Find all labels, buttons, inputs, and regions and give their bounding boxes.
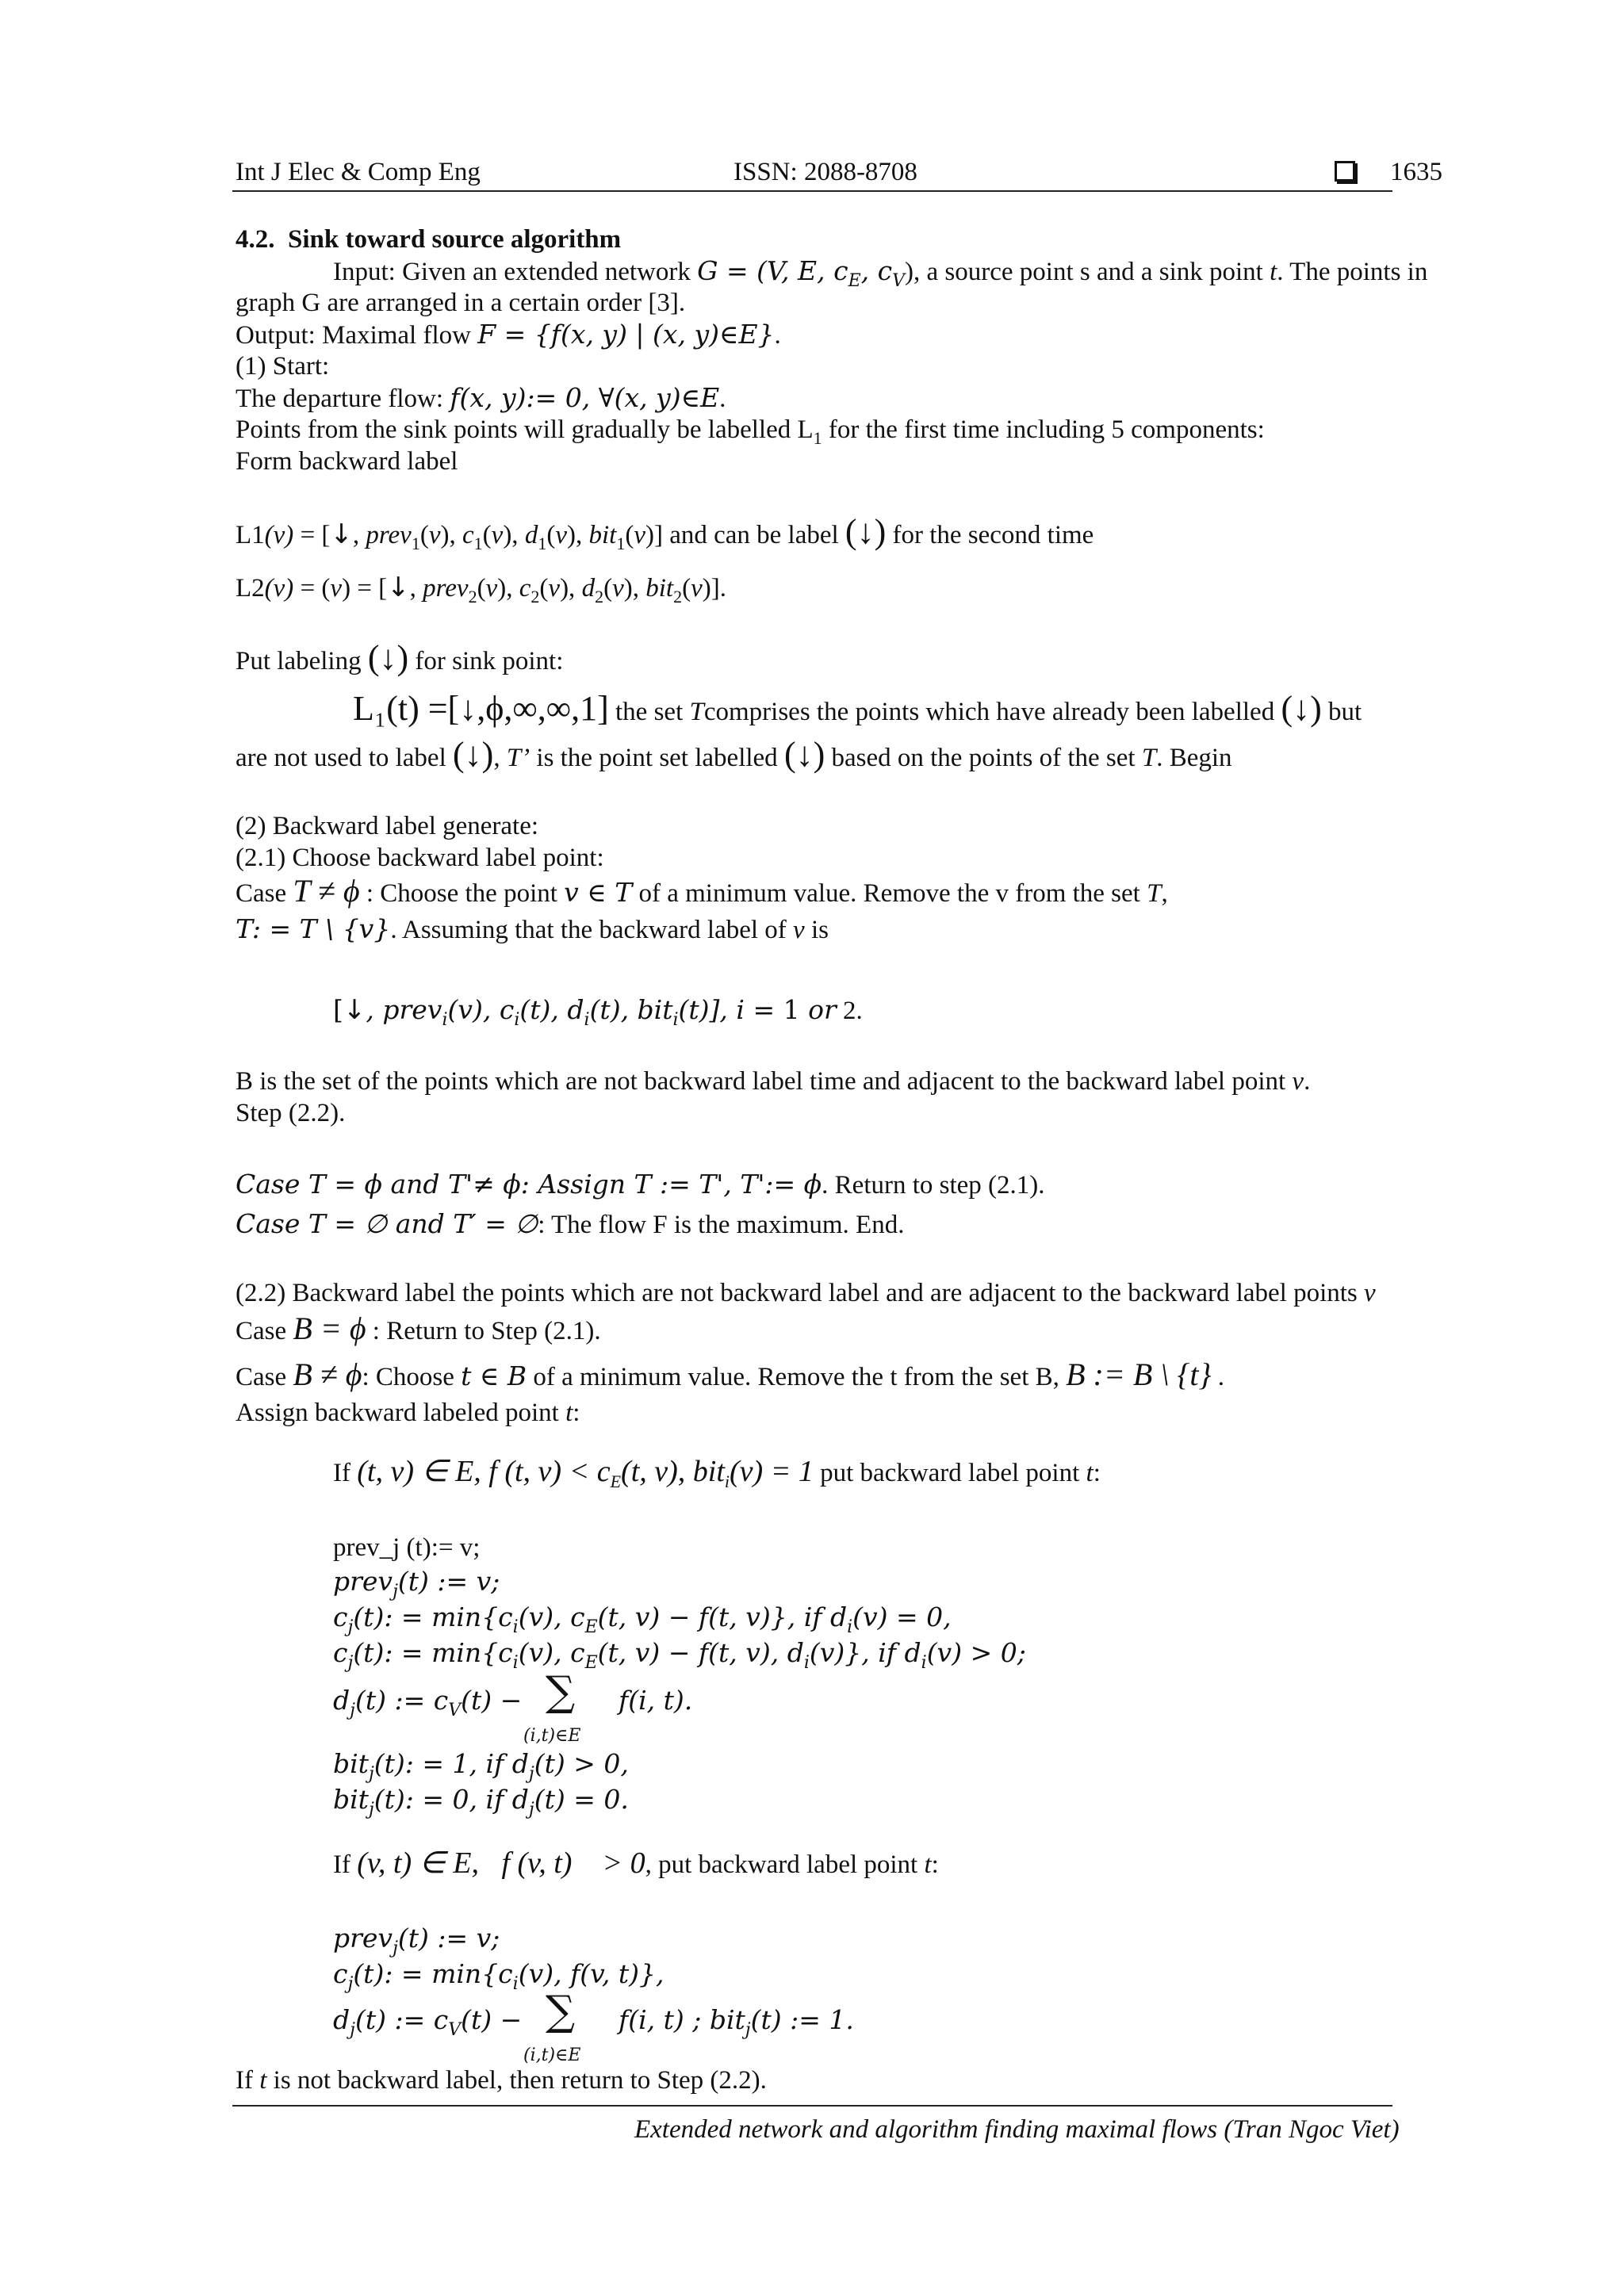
input-text-c: . The points in [1277,258,1428,286]
set-text-b: comprises the points which have already been labelled [703,698,1281,726]
case2-math: Case T = ϕ and T'≠ ϕ: Assign T := T', T':= ϕ [236,1169,822,1200]
departure-text: The departure flow: [236,385,450,413]
sum-symbol-1: ∑ [546,1668,576,1716]
final-text-b: is not backward label, then return to Step (2.2). [266,2066,767,2095]
case2-text: . Return to step (2.1). [822,1171,1045,1200]
c-j-line-3: $c_j(t)$: = $\min\{c_i(v)$, f(v, t)}, [333,1958,665,1994]
assign-labeled-point [236,1397,580,1429]
prev-j-line: prev$_j$(t) := v; [333,1566,500,1601]
notused-T: T’ [506,744,530,772]
if2-if: If [333,1850,358,1879]
points-text-b: for the first time including 5 components: [822,415,1265,444]
caseB1-text: Case [236,1363,293,1391]
footer-rule [232,2105,1392,2107]
notused-text-d: based on the points of the set [831,744,1142,772]
notused-line: are not used to label (↓), T’ is the point set labelled (↓) based on the points of the set T. Begin [236,735,1232,774]
points-text: Points from the sink points will gradually be labelled L [236,415,814,444]
case-T-empty-Tp [236,1169,1045,1201]
caseB1-math2: B := B \ {t} [1066,1357,1212,1392]
case3-text: : The flow F is the maximum. End. [538,1211,905,1239]
backward-generate: (2) Backward label generate: [236,812,539,840]
case1-text-c: of a minimum value. Remove the v from the set [632,879,1147,908]
assign-text: . Assuming that the backward label of [390,916,794,944]
assign-math: T: = T \ {v} [236,913,391,944]
if2-end: : [931,1850,939,1879]
output-end: . [774,321,781,350]
B-v: v [1292,1067,1304,1096]
case3-math: Case T = ∅ and T′ = ∅ [236,1208,538,1239]
put-labeling-line: Put labeling (↓) for sink point: [236,638,564,677]
assign-T-line: T: = T \ {v}. Assuming that the backward label of v is [236,913,829,944]
if1-math: (t, v) ∈ E, f (t, $v) < c_E(t$, v), bit$_i$(v) = 1 [357,1455,814,1491]
input-text: Input: Given an extended network [333,258,698,286]
bit-j-line2: bit$_j$(t): = 0, if $d_j(t) = 0$. [333,1784,629,1820]
points-line: Points from the sink points will gradually be labelled $L_1$ for the first time including 5 components: [236,415,1265,448]
if1-condition [333,1456,1101,1498]
if1-tail: put backward label point [813,1459,1086,1487]
notused-text: are not used to label [236,744,453,772]
c-j-line1: $c_j(t)$: = $\min\{c_i(v)$, $c_E(t$, v) − f(t, v)}, if $d_i(v) = 0$, [333,1601,952,1637]
label-formula: [↓, prev$_i$(v), $c_i(t)$, $d_i(t)$, bit$_i$(t)], i = 1 or 2. [333,994,863,1030]
output-line [236,319,781,351]
l1t-formula: L₁(t) =[↓,ϕ,∞,∞,1] [353,689,609,728]
B-end: . [1304,1067,1311,1096]
prev-j-line-2: prev$_j$(t) := v; [333,1923,500,1958]
set-T: T [689,698,704,726]
start-line: (1) Start: [236,352,330,381]
caseB1-text-c: of a minimum value. Remove the t from the set B, [527,1363,1067,1391]
if1-end: : [1093,1459,1101,1487]
caseB1-end: . [1211,1363,1225,1391]
sum-index-2: (i,t)∈E [523,2045,581,2065]
issn: ISSN: 2088-8708 [733,158,917,186]
if2-condition [333,1847,939,1881]
final-t: t [259,2066,267,2095]
final-text: If [236,2066,260,2095]
set-text: the set [608,698,690,726]
case1-math: T ≠ ϕ [293,873,360,909]
if1-t: t [1086,1459,1094,1487]
assign-end: : [573,1399,580,1427]
departure-end: . [719,385,726,413]
case-B-empty [236,1313,601,1347]
case-B-nonempty: Case B ≠ ϕ: Choose t ∈ B of a minimum value. Remove the t from the set B, B := B \ {t} . [236,1357,1225,1392]
output-text: Output: Maximal flow [236,321,478,350]
d-j-sum-2: f(i, t) ; bit$_j$(t) := 1. [619,2004,854,2040]
input-math: G = (V, E, $c_E$, $c_V$ [697,255,906,291]
assign-text: Assign backward labeled point [236,1399,566,1427]
step22-intro [236,1277,1376,1309]
bit-j-line1: bit$_j$(t): = 1, if $d_j(t) > 0$, [333,1748,629,1784]
l1t-line: L₁(t) =[↓,ϕ,∞,∞,1] the set Tcomprises the points which have already been labelled (↓) but [353,689,1362,728]
input-line-2: graph G are arranged in a certain order [3]. [236,289,686,317]
header-rule [232,190,1392,192]
page-number: 1635 [1390,158,1442,186]
l1-line: L1(v) = [↓, prev$_1$(v), $c_1(v)$, $d_1(v)$, bit$_1$(v)] and can be label (↓) for the second time [236,512,1094,553]
departure-math: f(x, y):= 0, ∀(x, y)∈E [450,382,720,413]
footer-title: Extended network and algorithm finding maximal flows (Tran Ngoc Viet) [634,2115,1400,2144]
B-definition [236,1066,1310,1097]
caseB0-math: B = ϕ [293,1311,366,1346]
final-line [236,2064,767,2096]
notused-text-b: , [493,744,507,772]
output-math: F = {f(x, y) | (x, y)∈E} [477,319,775,350]
l2-line: L2(v) = (v) = [↓, prev$_2$(v), $c_2(v)$, $d_2(v)$, bit$_2$(v)]. [236,572,726,607]
d-j-line-2: $d_j(t)$ := $c_V(t)$ − [333,2004,523,2040]
step22-text: (2.2) Backward label the points which are not backward label and are adjacent to the backward label points [236,1279,1365,1307]
case-T-nonempty: Case T ≠ ϕ : Choose the point v ∈ T of a minimum value. Remove the v from the set T, [236,873,1168,909]
put-text-b: for sink point: [408,647,564,675]
sum-index-1: (i,t)∈E [523,1726,581,1746]
B-text: B is the set of the points which are not backward label time and adjacent to the backward label point [236,1067,1293,1096]
caseB1-math: B ≠ ϕ [293,1357,362,1392]
notused-text-e: . Begin [1156,744,1232,772]
choose-backward: (2.1) Choose backward label point: [236,844,604,872]
case-both-empty [236,1208,904,1241]
d-j-line: $d_j(t)$ := $c_V(t)$ − [333,1685,523,1720]
form-label-line: Form backward label [236,447,458,476]
assign-t: t [565,1399,573,1427]
if2-tail: , put backward label point [645,1850,925,1879]
section-heading: 4.2. Sink toward source algorithm [236,225,622,254]
caseB0-text: Case [236,1317,293,1345]
page-marker-icon [1335,156,1355,188]
step22-v: v [1364,1279,1376,1307]
case1-text-b: : Choose the point [359,879,565,908]
assign-text-c: is [804,916,829,944]
d-j-sum: f(i, t). [619,1685,693,1716]
case1-end: , [1161,879,1168,908]
put-text: Put labeling [236,647,368,675]
c-j-line2: $c_j(t)$: = $\min\{c_i(v)$, $c_E(t$, v) − f(t, v), $d_i(v)$}, if $d_i(v) > 0$; [333,1637,1026,1673]
if2-t: t [924,1850,932,1879]
set-text-c: but [1321,698,1362,726]
case1-text: Case [236,879,293,908]
caseB0-text-b: : Return to Step (2.1). [366,1317,601,1345]
prev-j-plain: prev_j (t):= v; [333,1533,481,1562]
if2-math: (v, t) ∈ E, f (v, t) > 0 [357,1846,645,1880]
step22-ref: Step (2.2). [236,1099,346,1127]
journal-name: Int J Elec & Comp Eng [236,158,481,186]
sum-symbol-2: ∑ [546,1988,576,2035]
notused-text-c: is the point set labelled [530,744,784,772]
departure-line [236,382,726,415]
input-text-b: ), a source point s and a sink point [905,258,1270,286]
input-t: t [1270,258,1277,286]
if1-if: If [333,1459,358,1487]
caseB1-text-b: : Choose [362,1363,462,1391]
